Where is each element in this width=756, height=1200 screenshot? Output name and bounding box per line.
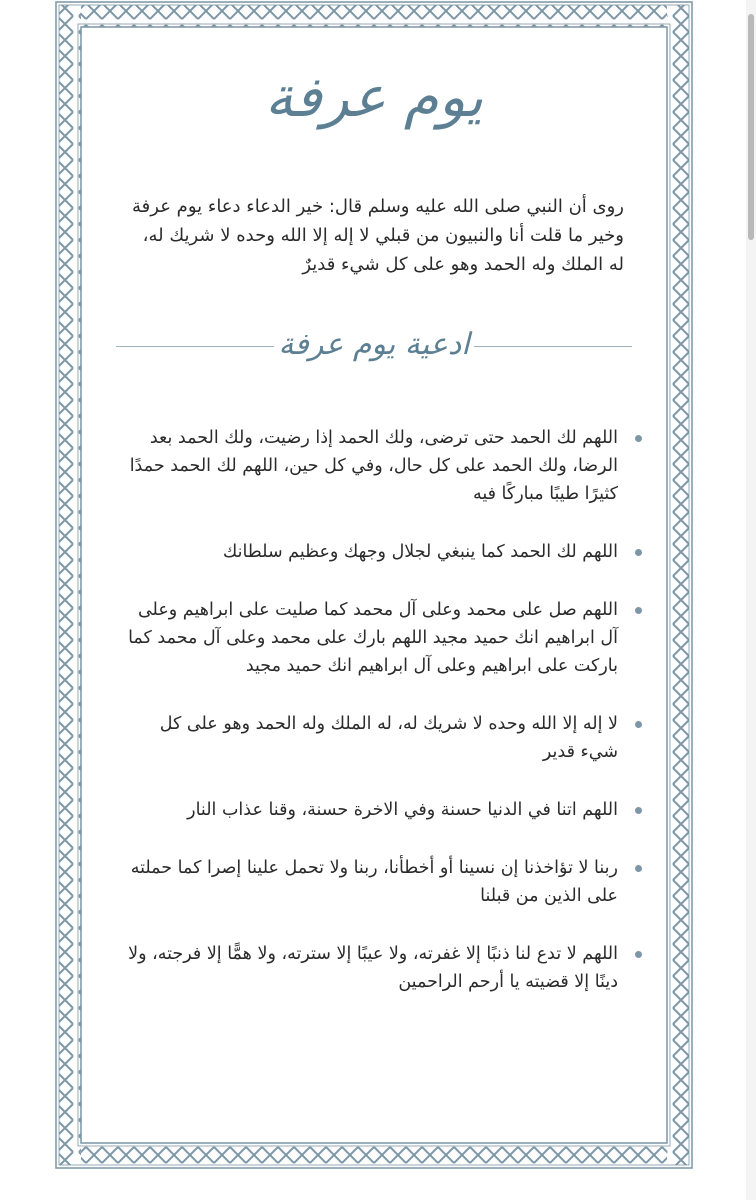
intro-paragraph: روى أن النبي صلى الله عليه وسلم قال: خير الدعاء دعاء يوم عرفة وخير ما قلت أنا والنبيون من قبلي لا إله إلا الله وحده لا شريك له، له الملك وله الحمد وهو على كل شيء قديرٌ: [132, 196, 624, 275]
section-title: ادعية يوم عرفة: [278, 327, 470, 362]
bullet-icon: [635, 721, 642, 728]
list-item: [124, 854, 644, 910]
dua-list: [124, 424, 644, 996]
section-header: [96, 314, 652, 374]
page-title: يوم عرفة: [264, 65, 484, 130]
bullet-icon: [635, 865, 642, 872]
content-panel: [82, 28, 666, 1142]
list-item: [124, 940, 644, 996]
list-item: [124, 710, 644, 766]
bullet-icon: [635, 607, 642, 614]
dua-text: لا إله إلا الله وحده لا شريك له، له الملك وله الحمد وهو على كل شيء قدير: [159, 714, 618, 762]
list-item: [124, 596, 644, 680]
list-item: [124, 538, 644, 566]
scrollbar-thumb[interactable]: [748, 14, 754, 240]
dua-text: اللهم اتنا في الدنيا حسنة وفي الاخرة حسنة، وقنا عذاب النار: [187, 800, 618, 820]
dua-text: ربنا لا تؤاخذنا إن نسينا أو أخطأنا، ربنا ولا تحمل علينا إصرا كما حملته على الذين من قبلنا: [130, 858, 618, 906]
dua-text: اللهم صل على محمد وعلى آل محمد كما صليت على ابراهيم وعلى آل ابراهيم انك حميد مجيد اللهم بارك على محمد وعلى آل محمد كما باركت على ابراهيم وعلى آل ابراهيم انك حميد مجيد: [128, 600, 618, 676]
bullet-icon: [635, 549, 642, 556]
bullet-icon: [635, 435, 642, 442]
list-item: [124, 796, 644, 824]
list-item: [124, 424, 644, 508]
bullet-icon: [635, 951, 642, 958]
dua-text: اللهم لك الحمد حتى ترضى، ولك الحمد إذا رضيت، ولك الحمد بعد الرضا، ولك الحمد على كل حال، وفي كل حين، اللهم لك الحمد حمدًا كثيرًا طيبًا مباركًا فيه: [129, 428, 618, 504]
dua-text: اللهم لك الحمد كما ينبغي لجلال وجهك وعظيم سلطانك: [222, 542, 618, 562]
bullet-icon: [635, 807, 642, 814]
divider-right: [474, 346, 632, 347]
decorative-frame: [54, 0, 694, 1170]
dua-text: اللهم لا تدع لنا ذنبًا إلا غفرته، ولا عيبًا إلا سترته، ولا همًّا إلا فرجته، ولا دينًا إلا قضيته يا أرحم الراحمين: [128, 944, 618, 992]
scrollbar[interactable]: [746, 0, 756, 1200]
